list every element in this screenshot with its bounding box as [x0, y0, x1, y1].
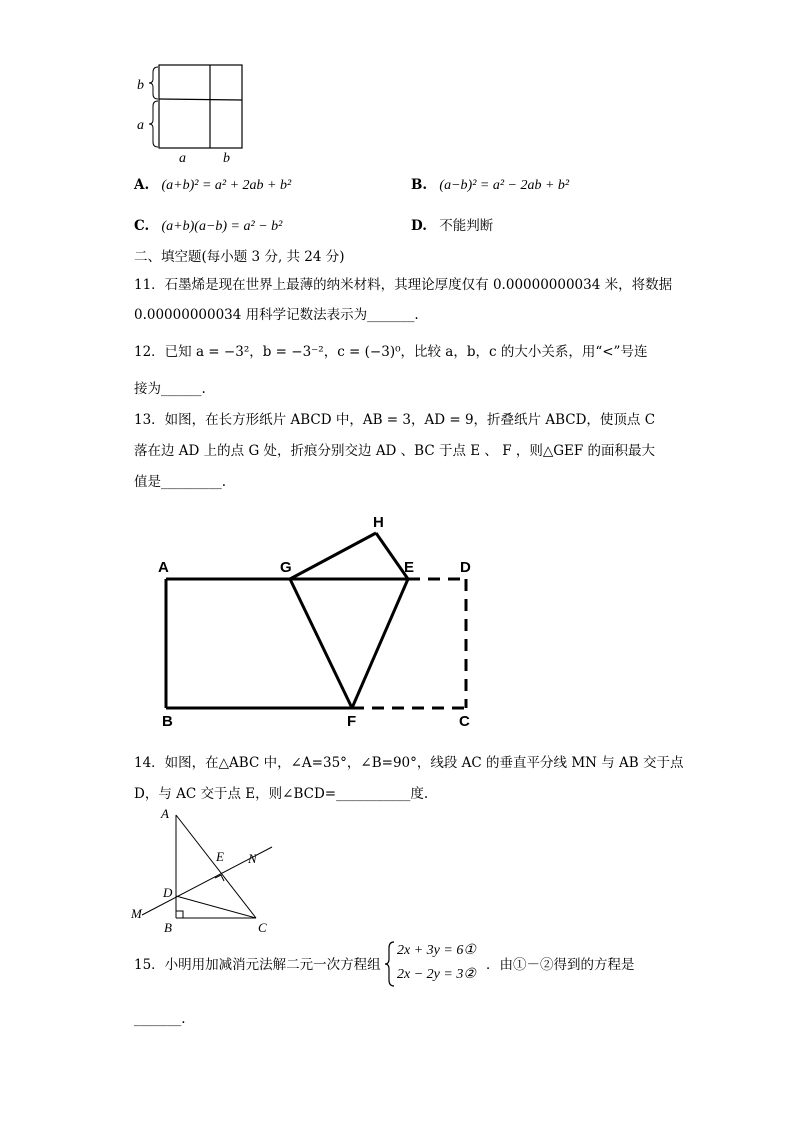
- brace-a: [149, 101, 158, 147]
- label-D: D: [163, 885, 173, 900]
- label-B: B: [164, 920, 172, 935]
- label-F: F: [347, 713, 357, 730]
- triangle-bisector-figure: [128, 805, 278, 935]
- label-A: A: [161, 806, 169, 821]
- q12-line2: 接为______.: [134, 381, 206, 397]
- section-title: 二、填空题(每小题 3 分, 共 24 分): [134, 249, 345, 265]
- q11-line2: 0.00000000034 用科学记数法表示为_______.: [134, 307, 419, 323]
- segment-AC: [176, 815, 256, 918]
- option-d: [411, 217, 493, 235]
- option-b: [411, 176, 569, 195]
- q14-line2: D，与 AC 交于点 E，则∠BCD=___________度.: [134, 786, 429, 802]
- equation-2: 2x − 2y = 3②: [397, 967, 476, 982]
- label-E: E: [404, 559, 415, 576]
- label-C: C: [258, 920, 267, 935]
- label-G: G: [280, 559, 292, 576]
- segment-GH: [290, 533, 376, 579]
- folded-rectangle-figure: [150, 510, 490, 735]
- segment-GF: [290, 579, 352, 708]
- left-brace-icon: [384, 940, 396, 988]
- q12-line1: 12．已知 a = −3²，b = −3⁻²，c = (−3)⁰，比较 a，b，c 的大小关系，用“<”号连: [134, 344, 648, 360]
- label-N: N: [248, 851, 257, 866]
- option-b-letter: B.: [411, 177, 428, 193]
- q15-prefix: 15．小明用加减消元法解二元一次方程组: [134, 957, 381, 973]
- q14-line1: 14．如图，在△ABC 中，∠A=35°，∠B=90°，线段 AC 的垂直平分线 MN 与 AB 交于点: [134, 755, 684, 771]
- horizontal-divider: [159, 99, 242, 100]
- option-c: [134, 217, 282, 236]
- equation-1: 2x + 3y = 6①: [397, 943, 476, 958]
- q13-line3: 值是_________.: [134, 474, 227, 490]
- label-b-left: b: [137, 78, 144, 93]
- label-D: D: [460, 559, 471, 576]
- option-d-text: 不能判断: [439, 218, 494, 234]
- label-b-bottom: b: [223, 151, 230, 166]
- label-a-bottom: a: [179, 151, 186, 166]
- label-C: C: [459, 713, 470, 730]
- brace-b: [149, 67, 158, 99]
- option-a-letter: A.: [134, 177, 150, 193]
- equation-system: [384, 940, 484, 988]
- label-a-left: a: [137, 118, 144, 133]
- segment-FE: [352, 579, 408, 708]
- q13-line1: 13．如图，在长方形纸片 ABCD 中，AB = 3，AD = 9，折叠纸片 ABCD，使顶点 C: [134, 412, 656, 428]
- option-a-text: (a+b)² = a² + 2ab + b²: [161, 178, 292, 193]
- label-H: H: [373, 514, 384, 531]
- label-M: M: [131, 906, 142, 921]
- option-a: [134, 176, 291, 195]
- segment-DC: [176, 896, 256, 918]
- label-A: A: [158, 559, 169, 576]
- outer-square: [159, 65, 242, 148]
- label-E: E: [216, 849, 224, 864]
- square-area-figure: [128, 58, 258, 168]
- q15-suffix: ．由①－②得到的方程是: [486, 957, 635, 973]
- option-d-letter: D.: [411, 218, 427, 234]
- q11-line1: 11．石墨烯是现在世界上最薄的纳米材料，其理论厚度仅有 0.00000000034 米，将数据: [134, 277, 673, 293]
- option-b-text: (a−b)² = a² − 2ab + b²: [439, 178, 570, 193]
- option-c-letter: C.: [134, 218, 150, 234]
- q13-line2: 落在边 AD 上的点 G 处，折痕分别交边 AD 、BC 于点 E 、 F ，则△GEF 的面积最大: [134, 443, 656, 459]
- option-c-text: (a+b)(a−b) = a² − b²: [161, 219, 283, 234]
- q15-blank: _______.: [134, 1011, 186, 1027]
- right-angle-B: [176, 911, 183, 918]
- label-B: B: [162, 713, 173, 730]
